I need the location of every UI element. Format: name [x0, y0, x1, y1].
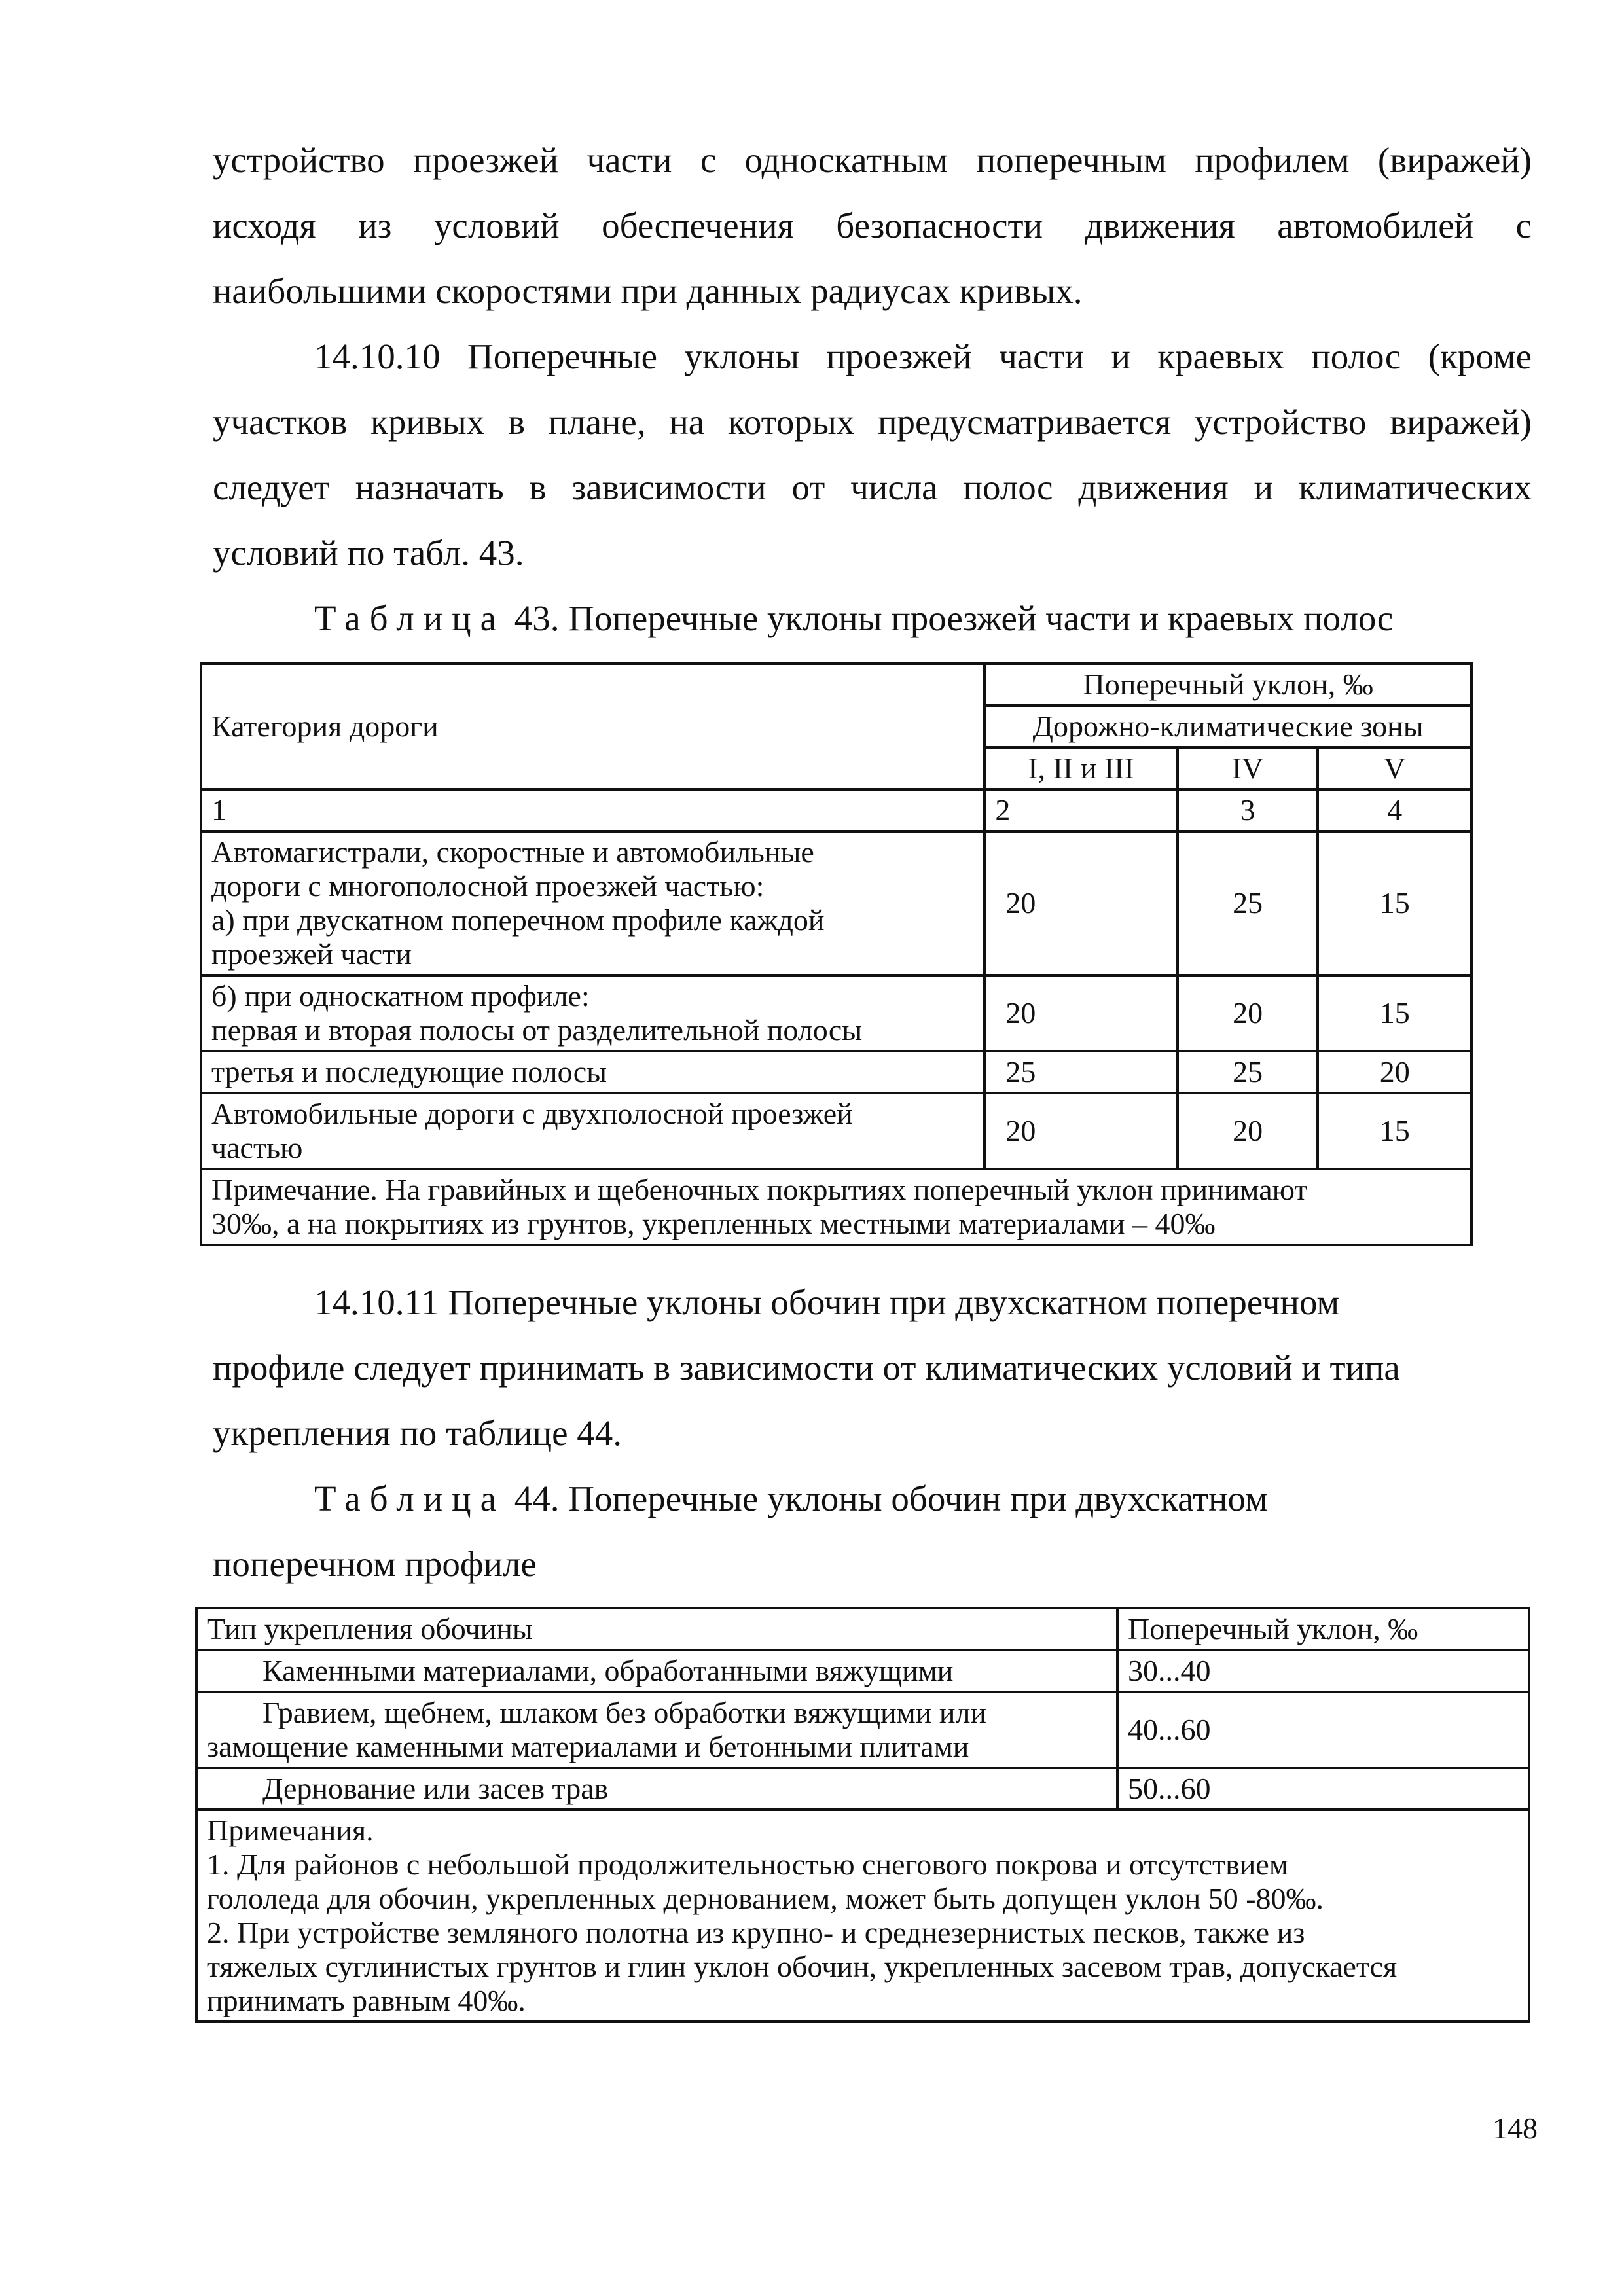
cell-value: 25 [1178, 1051, 1318, 1093]
row-label [196, 1692, 1117, 1768]
paragraph-line: следует назначать в зависимости от числа полос движения и климатических [213, 467, 1532, 507]
row-label [201, 975, 984, 1051]
caption-label: Таблица [314, 598, 505, 638]
caption-title: 43. Поперечные уклоны проезжей части и краевых полос [505, 598, 1394, 638]
intro-paragraph [213, 128, 1532, 324]
intro-line: исходя из условий обеспечения безопасности движения автомобилей с [213, 206, 1532, 245]
header-category: Категория дороги [201, 664, 984, 789]
paragraph-14-10-11 [213, 1270, 1532, 1466]
caption-label: Таблица [314, 1479, 505, 1518]
cell-value: 15 [1318, 1093, 1471, 1169]
paragraph-line: 14.10.10 Поперечные уклоны проезжей части и краевых полос (кроме [314, 336, 1532, 376]
row-label-line: Автомобильные дороги с двухполосной проезжей [211, 1097, 853, 1130]
table-row [196, 1692, 1529, 1768]
row-label [196, 1768, 1117, 1810]
row-label-line: замощение каменными материалами и бетонными плитами [207, 1730, 969, 1763]
row-label [196, 1650, 1117, 1692]
paragraph-line: профиле следует принимать в зависимости от климатических условий и типа [213, 1348, 1400, 1388]
row-label [201, 1093, 984, 1169]
note-line: принимать равным 40‰. [207, 1984, 526, 2017]
row-label-line: первая и вторая полосы от разделительной полосы [211, 1013, 863, 1047]
cell-value: 30...40 [1117, 1650, 1529, 1692]
cell-value: 20 [1178, 1093, 1318, 1169]
cell-value: 20 [984, 975, 1177, 1051]
row-label-line: дороги с многополосной проезжей частью: [211, 869, 765, 903]
header-type: Тип укрепления обочины [196, 1608, 1117, 1650]
intro-line: устройство проезжей части с односкатным поперечным профилем (виражей) [213, 140, 1532, 180]
table-44 [195, 1607, 1530, 2023]
header-zones: Дорожно-климатические зоны [984, 706, 1471, 747]
table-44-caption [213, 1466, 1532, 1597]
table-row [201, 1093, 1471, 1169]
cell-value: 20 [1178, 975, 1318, 1051]
row-label-line: третья и последующие полосы [211, 1055, 607, 1088]
column-number: 1 [201, 789, 984, 831]
table-row [201, 975, 1471, 1051]
paragraph-14-10-10 [213, 324, 1532, 586]
table-43-caption [213, 586, 1532, 651]
column-number: 4 [1318, 789, 1471, 831]
row-label-line: Дернование или засев трав [262, 1772, 609, 1805]
header-zone: V [1318, 747, 1471, 789]
table-row [196, 1768, 1529, 1810]
row-label-line: частью [211, 1131, 303, 1164]
table-43-note [201, 1169, 1471, 1245]
table-44-note [196, 1810, 1529, 2022]
cell-value: 25 [1178, 831, 1318, 975]
column-number: 2 [984, 789, 1177, 831]
note-line: 2. При устройстве земляного полотна из крупно- и среднезернистых песков, также из [207, 1916, 1305, 1949]
paragraph-line: условий по табл. 43. [213, 533, 524, 573]
cell-value: 20 [1318, 1051, 1471, 1093]
page-number: 148 [1492, 2111, 1538, 2145]
cell-value: 25 [984, 1051, 1177, 1093]
cell-value: 15 [1318, 831, 1471, 975]
row-label-line: а) при двускатном поперечном профиле каждой [211, 903, 825, 937]
note-line: гололеда для обочин, укрепленных дернованием, может быть допущен уклон 50 -80‰. [207, 1882, 1324, 1915]
row-label-line: Гравием, щебнем, шлаком без обработки вяжущими или [262, 1696, 987, 1729]
row-label [201, 831, 984, 975]
cell-value: 15 [1318, 975, 1471, 1051]
header-slope: Поперечный уклон, ‰ [1117, 1608, 1529, 1650]
row-label [201, 1051, 984, 1093]
table-row [201, 1051, 1471, 1093]
paragraph-line: 14.10.11 Поперечные уклоны обочин при двухскатном поперечном [314, 1282, 1340, 1322]
row-label-line: Каменными материалами, обработанными вяжущими [262, 1654, 954, 1687]
table-row [201, 831, 1471, 975]
header-zone: IV [1178, 747, 1318, 789]
table-43 [200, 662, 1473, 1246]
note-line: Примечания. [207, 1814, 374, 1847]
cell-value: 20 [984, 1093, 1177, 1169]
note-line: 30‰, а на покрытиях из грунтов, укрепленных местными материалами – 40‰ [211, 1207, 1216, 1240]
cell-value: 20 [984, 831, 1177, 975]
table-row [196, 1650, 1529, 1692]
row-label-line: Автомагистрали, скоростные и автомобильные [211, 835, 814, 869]
header-slope: Поперечный уклон, ‰ [984, 664, 1471, 706]
paragraph-line: участков кривых в плане, на которых предусматривается устройство виражей) [213, 402, 1532, 442]
intro-line: наибольшими скоростями при данных радиусах кривых. [213, 271, 1083, 311]
paragraph-line: укрепления по таблице 44. [213, 1413, 622, 1453]
row-label-line: проезжей части [211, 937, 412, 971]
note-line: тяжелых суглинистых грунтов и глин уклон обочин, укрепленных засевом трав, допускается [207, 1950, 1398, 1983]
caption-title: 44. Поперечные уклоны обочин при двухскатном [505, 1479, 1268, 1518]
cell-value: 40...60 [1117, 1692, 1529, 1768]
cell-value: 50...60 [1117, 1768, 1529, 1810]
note-line: Примечание. На гравийных и щебеночных покрытиях поперечный уклон принимают [211, 1173, 1308, 1206]
caption-line [213, 1466, 1532, 1532]
row-label-line: б) при односкатном профиле: [211, 979, 590, 1013]
caption-line: поперечном профиле [213, 1544, 537, 1584]
column-number: 3 [1178, 789, 1318, 831]
header-zone: I, II и III [984, 747, 1177, 789]
note-line: 1. Для районов с небольшой продолжительностью снегового покрова и отсутствием [207, 1848, 1288, 1881]
